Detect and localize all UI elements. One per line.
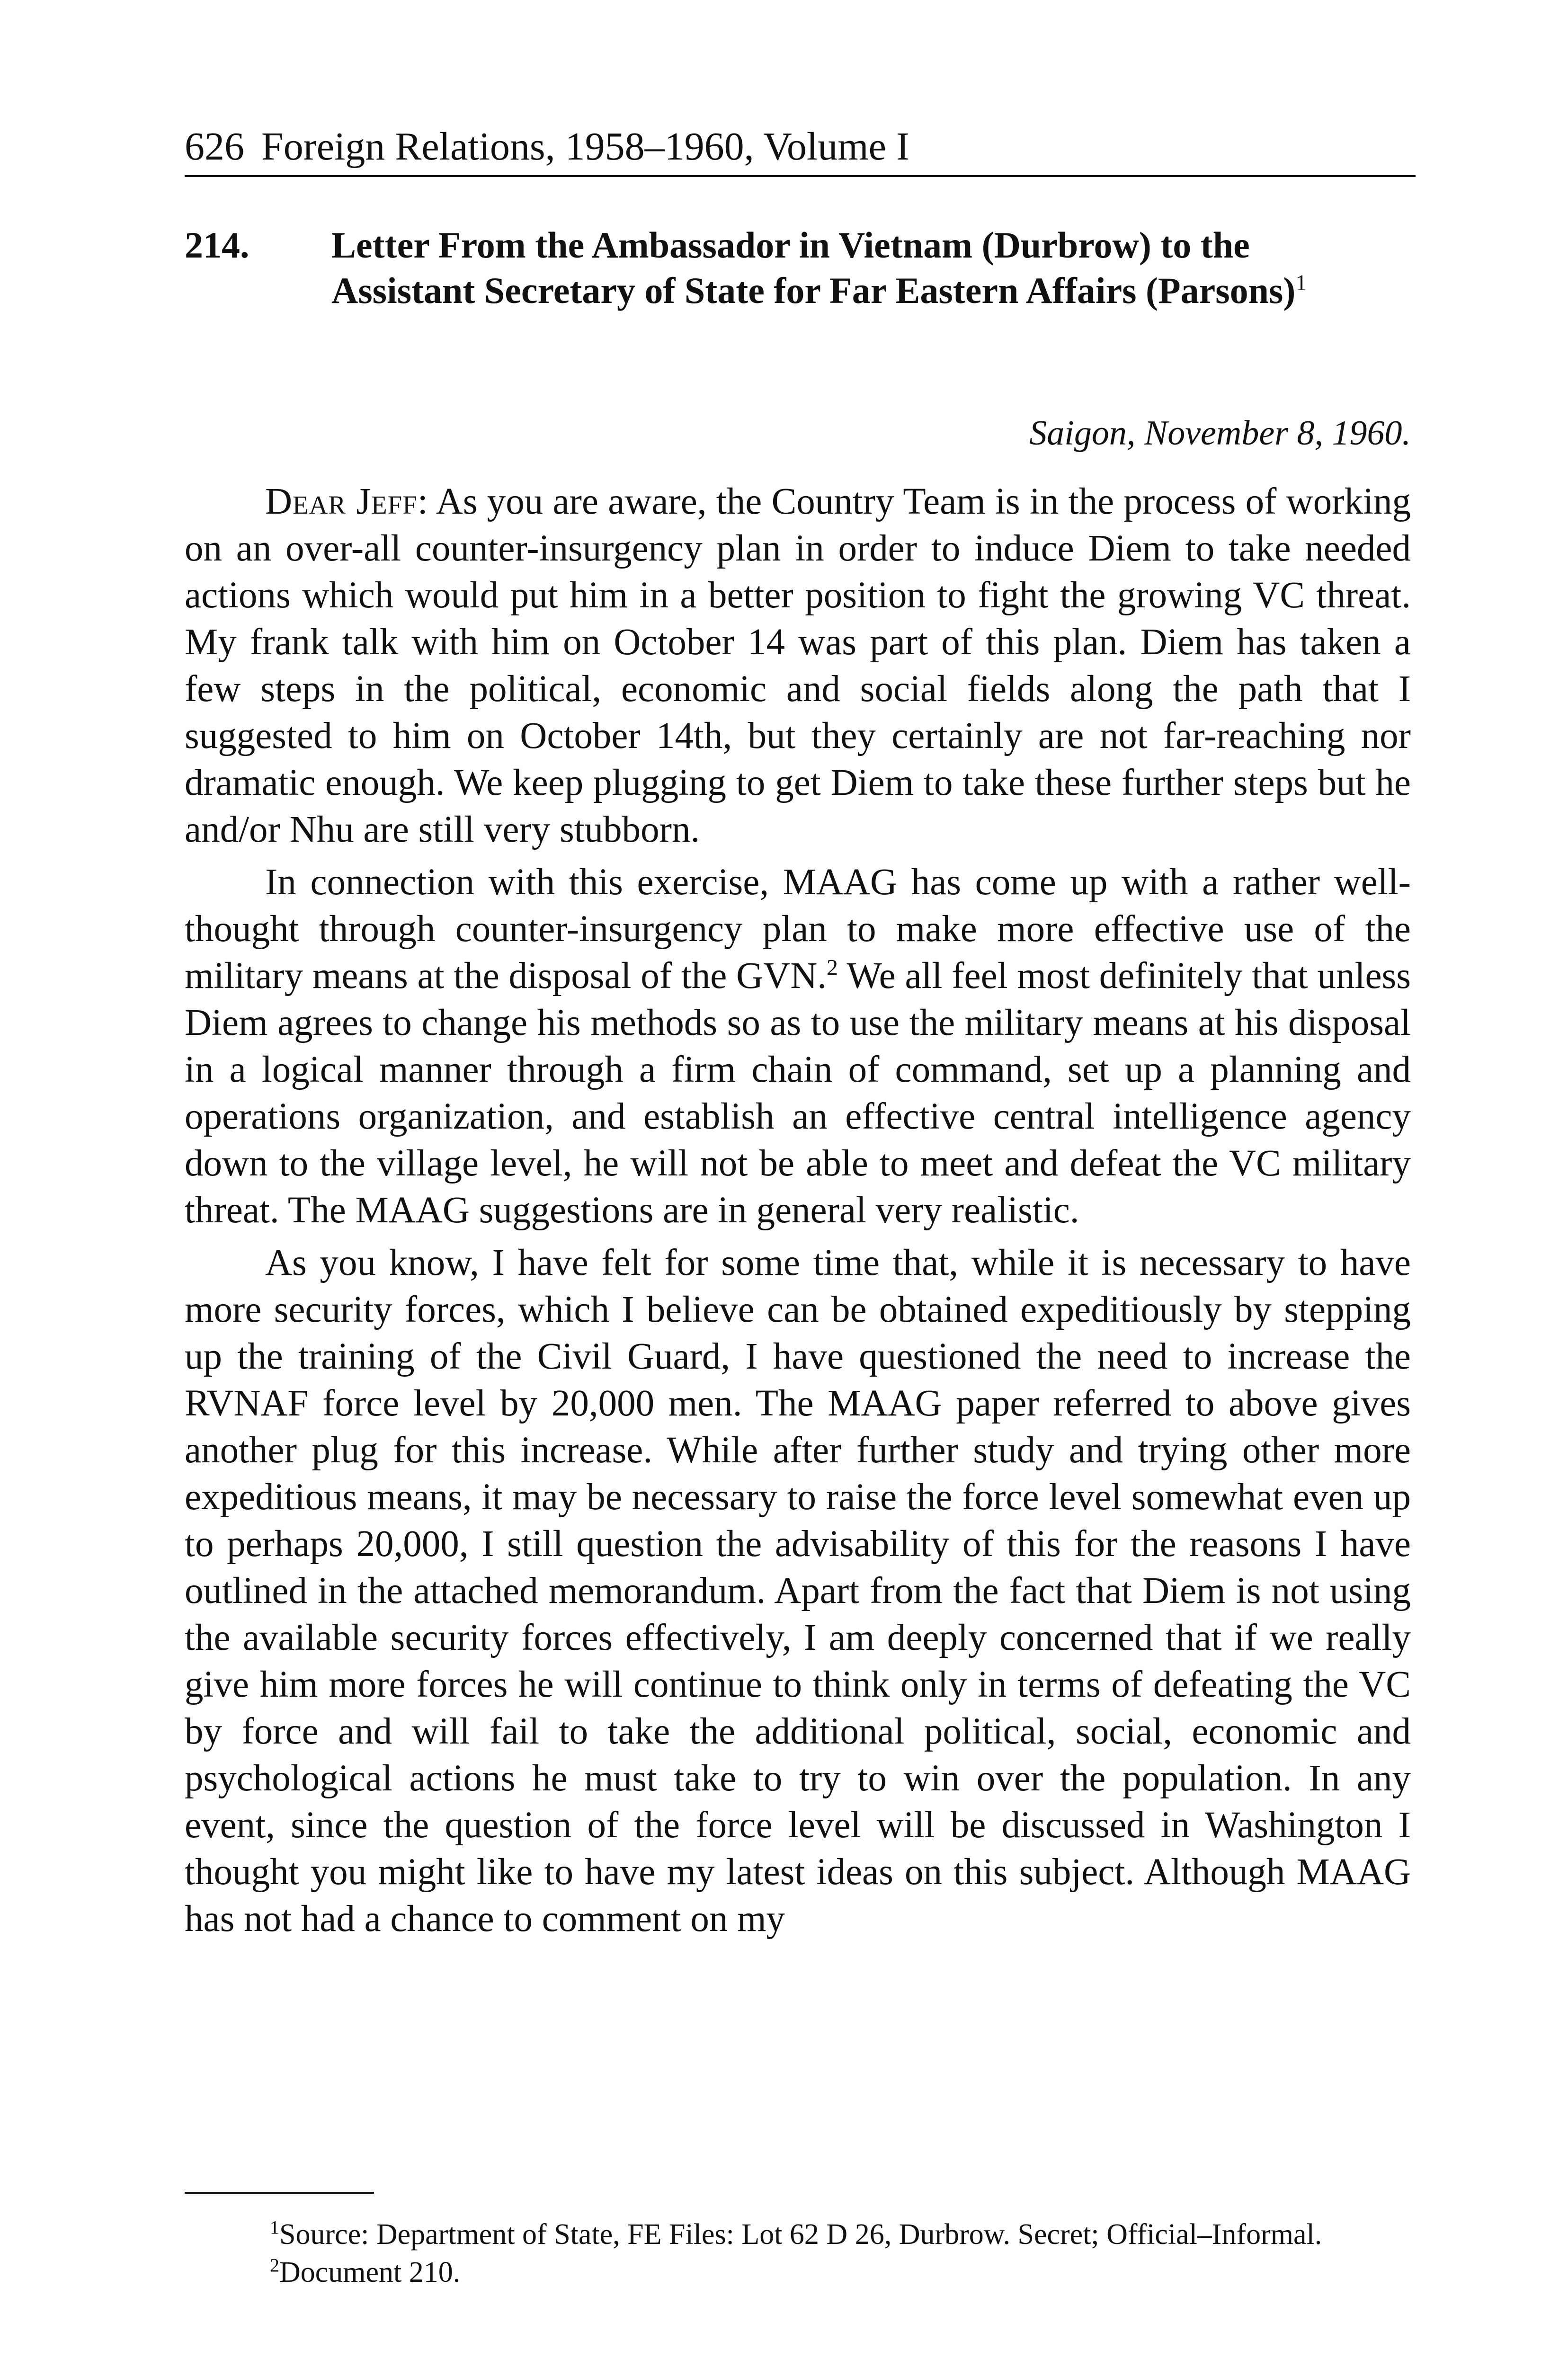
footnote-2: [185, 2253, 1411, 2291]
document-title-block: [331, 222, 1397, 313]
paragraph-3: As you know, I have felt for some time that, while it is necessary to have more security forces, which I believe can be obtained expeditiously by stepping up the training of the Civil Guard, I have questioned the need to increase the RVNAF force level by 20,000 men. The MAAG paper referred to above gives another plug for this increase. While after further study and trying other more expeditious means, it may be necessary to raise the force level somewhat even up to perhaps 20,000, I still question the advisability of this for the reasons I have outlined in the attached memorandum. Apart from the fact that Diem is not using the available security forces effectively, I am deeply concerned that if we really give him more forces he will continue to think only in terms of defeating the VC by force and will fail to take the additional political, social, economic and psychological actions he must take to try to win over the population. In any event, since the question of the force level will be discussed in Washington I thought you might like to have my latest ideas on this subject. Although MAAG has not had a chance to comment on my: [185, 1242, 1411, 1940]
footnote-1: [185, 2216, 1411, 2253]
footnotes: [185, 2216, 1411, 2291]
paragraph-2-text-b: We all feel most definitely that unless Diem agrees to change his methods so as to use the military means at his disposal in a logical manner through a firm chain of command, set up a planning and operations organization, and establish an effective central intelligence agency down to the village level, he will not be able to meet and defeat the VC military threat. The MAAG suggestions are in general very realistic.: [185, 955, 1411, 1231]
paragraph-2-text-a: In connection with this exercise, MAAG has come up with a rather well-thought through counter-insurgency plan to make more effective use of the military means at the disposal of the GVN.: [185, 862, 1411, 997]
running-head: [185, 118, 1416, 177]
salutation: Dear Jeff:: [265, 481, 428, 522]
footnote-marker-2: 2: [270, 2254, 279, 2276]
footnote-text-2: Document 210.: [279, 2256, 461, 2288]
paragraph-2: [185, 859, 1411, 1234]
series-title: Foreign Relations, 1958–1960, Volume I: [261, 125, 909, 169]
letter-body: [185, 478, 1411, 1948]
footnote-text-1: Source: Department of State, FE Files: Lot 62 D 26, Durbrow. Secret; Official–Informal.: [279, 2218, 1322, 2251]
footnote-ref-2: 2: [827, 955, 838, 980]
paragraph-1-text: As you are aware, the Country Team is in the process of working on an over-all counter-insurgency plan in order to induce Diem to take needed actions which would put him in a better position to fight the growing VC threat. My frank talk with him on October 14 was part of this plan. Diem has taken a few steps in the political, economic and social fields along the path that I suggested to him on October 14th, but they certainly are not far-reaching nor dramatic enough. We keep plugging to get Diem to take these further steps but he and/or Nhu are still very stubborn.: [185, 481, 1411, 850]
dateline: Saigon, November 8, 1960.: [1029, 414, 1411, 453]
footnote-divider: [185, 2192, 374, 2194]
document-title: Letter From the Ambassador in Vietnam (Durbrow) to the Assistant Secretary of State for Far Eastern Affairs (Parsons): [331, 224, 1296, 311]
paragraph-1: [185, 478, 1411, 853]
document-page: [185, 0, 1416, 2367]
document-number: 214.: [185, 224, 249, 266]
footnote-marker-1: 1: [270, 2216, 279, 2238]
page-number: 626: [185, 125, 244, 169]
footnote-ref-1: 1: [1295, 270, 1307, 295]
